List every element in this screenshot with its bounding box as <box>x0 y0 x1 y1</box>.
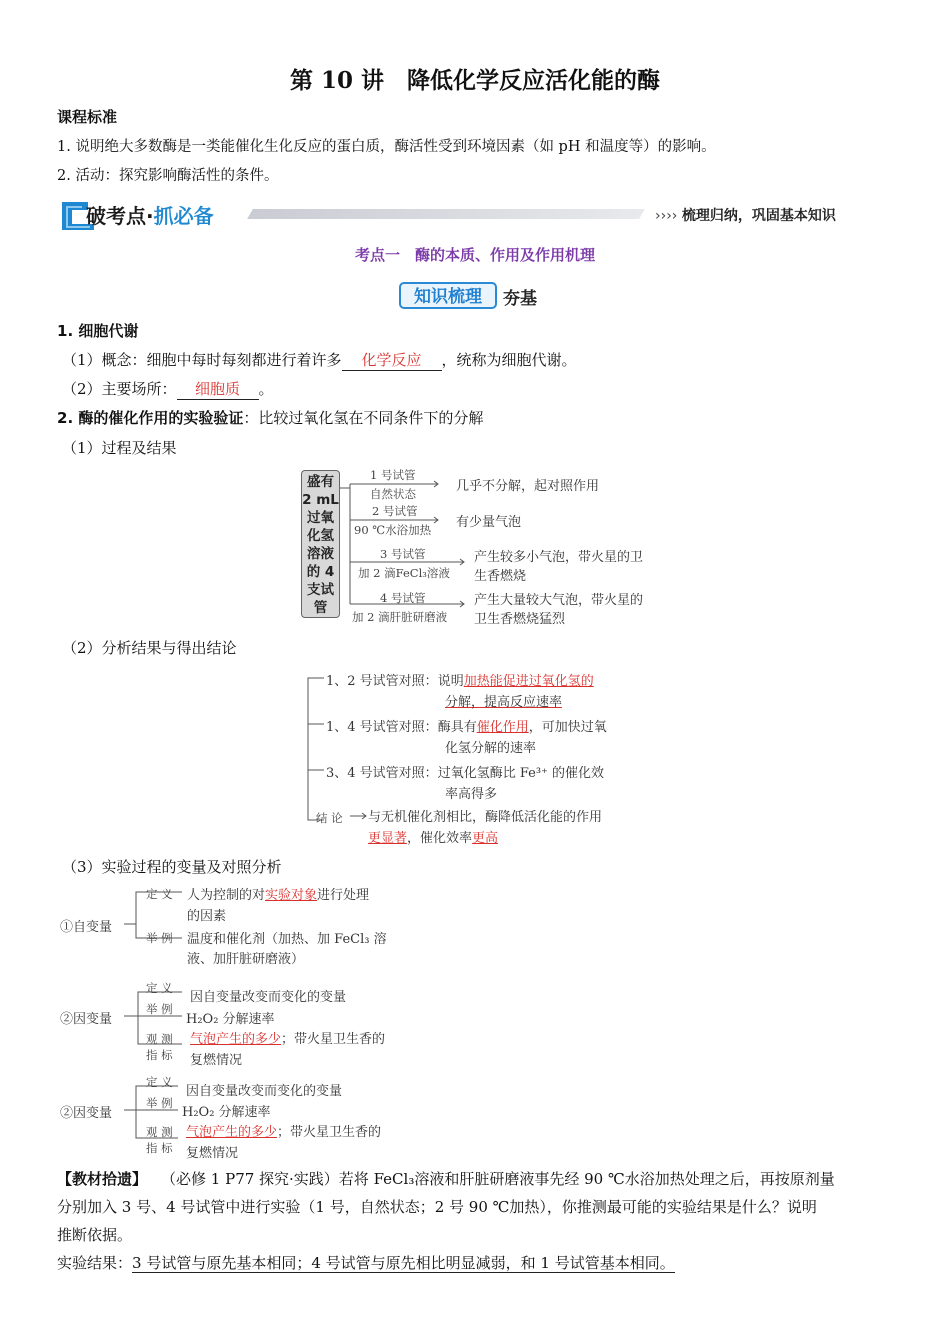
sec2-sub3: （3）实验过程的变量及对照分析 <box>62 858 282 876</box>
sec1-heading: . 细胞代谢 <box>67 322 139 340</box>
blank-cytoplasm: 细胞质 <box>177 378 259 400</box>
knowledge-box: 知识梳理 <box>399 282 497 309</box>
sec2-sub1: （1）过程及结果 <box>62 439 177 457</box>
textbook-tag: 【教材拾遗】 <box>57 1170 148 1188</box>
sec1-line1: （1）概念：细胞中每时每刻都进行着许多 化学反应 ，统称为细胞代谢。 <box>62 351 577 369</box>
page-title: 第 10 讲 降低化学反应活化能的酶 <box>289 67 661 94</box>
arrow-right-icon <box>350 806 370 826</box>
standard-item-2: 2. 活动：探究影响酶活性的条件。 <box>57 168 279 184</box>
banner-bar <box>247 209 645 219</box>
banner-dot: · <box>146 204 154 228</box>
knowledge-side: 夯基 <box>503 289 537 309</box>
sec2-heading-post: ：比较过氧化氢在不同条件下的分解 <box>243 409 484 427</box>
banner-title-b: 抓必备 <box>153 204 214 228</box>
textbook-answer: 3 号试管与原先基本相同；4 号试管与原先相比明显减弱，和 1 号试管基本相同。 <box>132 1254 675 1272</box>
section-subtitle: 考点一 酶的本质、作用及作用机理 <box>354 246 595 264</box>
banner-right-text: 梳理归纳，巩固基本知识 <box>681 208 836 224</box>
blank-chemical-reaction: 化学反应 <box>342 349 442 371</box>
sec1-line2: （2）主要场所： 细胞质 。 <box>62 380 274 398</box>
sec2-heading: . 酶的催化作用的实验验证 <box>67 409 244 427</box>
sec2-sub2: （2）分析结果与得出结论 <box>62 639 237 657</box>
tube-box: 盛有 2 mL 过氧 化氢 溶液 的 4 支试 管 <box>301 470 340 618</box>
standard-item-1: 1. 说明绝大多数酶是一类能催化生化反应的蛋白质，酶活性受到环境因素（如 pH 和温度等）的影响。 <box>57 139 716 155</box>
standard-heading: 课程标准 <box>57 108 118 126</box>
banner-title-a: 破考点 <box>86 204 146 228</box>
diagram2-bracket <box>300 670 330 830</box>
sec1-num: 1 <box>57 322 68 340</box>
sec2-num: 2 <box>57 409 68 427</box>
banner-arrows-icon: ›››› <box>655 208 678 224</box>
